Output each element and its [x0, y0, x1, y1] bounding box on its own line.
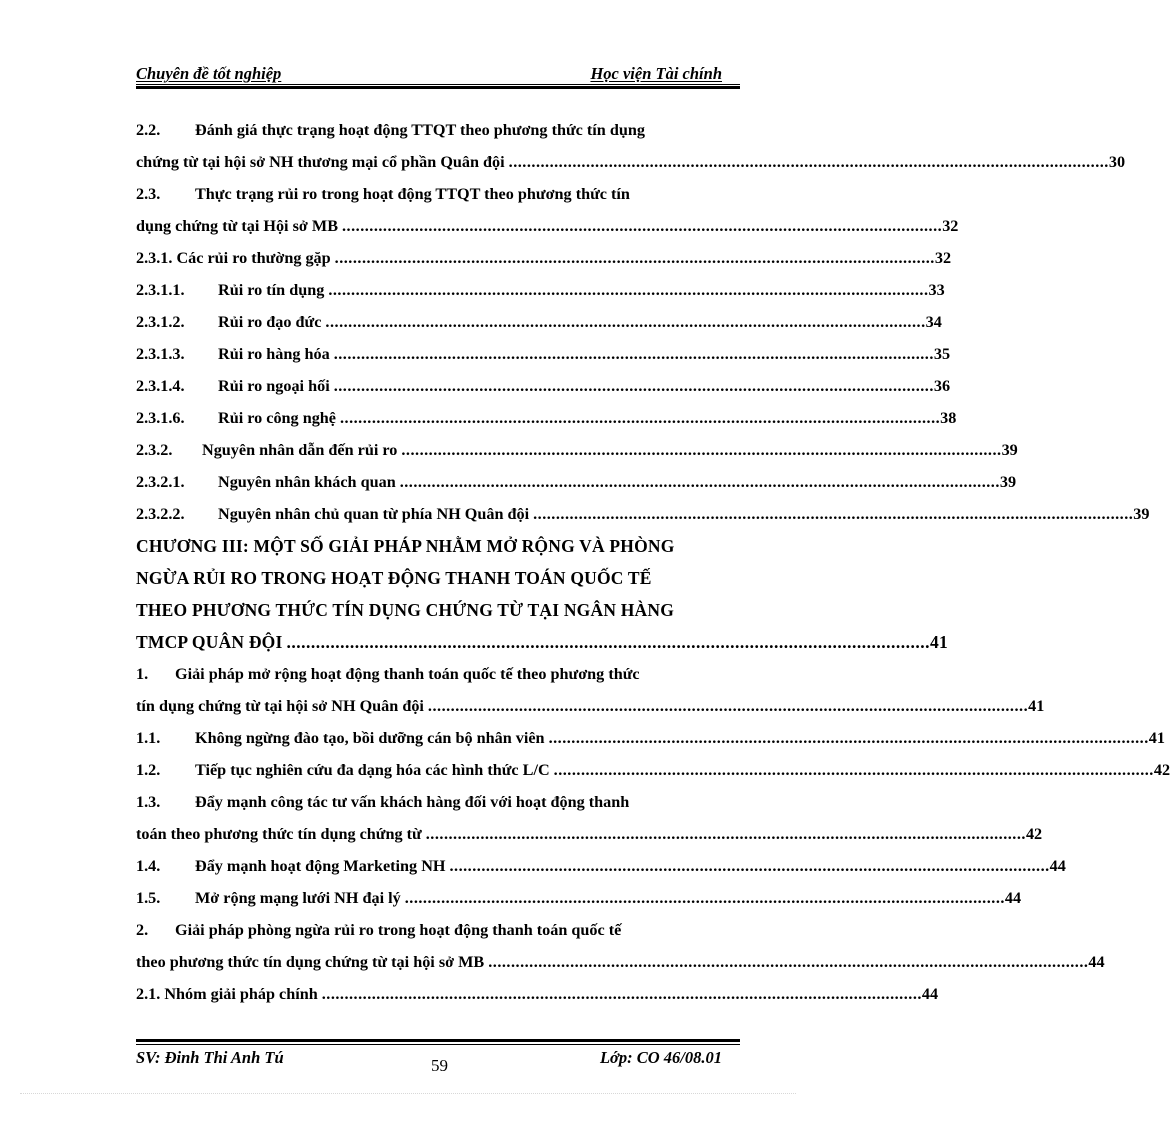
- footer-rule-thick: [136, 1039, 740, 1042]
- toc-leader: ....................................................................................................................................: [286, 632, 930, 652]
- toc-line[interactable]: [136, 882, 1022, 914]
- toc-number: 2.3.1.6.: [136, 409, 185, 427]
- toc-page-number: 41: [1148, 729, 1165, 747]
- toc-text: Thực trạng rủi ro trong hoạt động TTQT theo phương thức tín: [195, 185, 630, 203]
- toc-page-number: 39: [999, 473, 1017, 491]
- toc-leader: ....................................................................................................................................: [328, 281, 929, 299]
- toc-number: 2.2.: [136, 121, 161, 139]
- toc-line[interactable]: [136, 786, 742, 818]
- toc-number: 1.1.: [136, 729, 161, 747]
- toc-line[interactable]: [136, 946, 1105, 978]
- toc-text: Mở rộng mạng lưới NH đại lý: [195, 889, 401, 907]
- toc-line[interactable]: [136, 466, 1017, 498]
- toc-page-number: 42: [1025, 825, 1043, 843]
- toc-page-number: 33: [928, 281, 945, 299]
- toc-page-number: 42: [1153, 761, 1170, 779]
- toc-line[interactable]: [136, 434, 1018, 466]
- toc-text: NGỪA RỦI RO TRONG HOẠT ĐỘNG THANH TOÁN QUỐC TẾ: [136, 568, 652, 588]
- toc-line[interactable]: [136, 242, 952, 274]
- toc-chapter-line[interactable]: [136, 626, 948, 658]
- toc-text: Đẩy mạnh hoạt động Marketing NH: [195, 857, 446, 875]
- toc-text: THEO PHƯƠNG THỨC TÍN DỤNG CHỨNG TỪ TẠI NGÂN HÀNG: [136, 600, 675, 620]
- toc-leader: ....................................................................................................................................: [553, 761, 1154, 779]
- toc-leader: ....................................................................................................................................: [339, 409, 941, 427]
- toc-number: 2.: [136, 921, 149, 939]
- toc-page-number: 41: [1028, 697, 1045, 715]
- toc-line[interactable]: [136, 178, 742, 210]
- toc-text: toán theo phương thức tín dụng chứng từ: [136, 825, 422, 843]
- toc-line[interactable]: [136, 402, 957, 434]
- toc-page-number: 39: [1133, 505, 1150, 523]
- toc-leader: ....................................................................................................................................: [342, 217, 943, 235]
- toc-line[interactable]: [136, 498, 1150, 530]
- toc-leader: ....................................................................................................................................: [488, 953, 1089, 971]
- toc-text: Rủi ro đạo đức: [218, 313, 322, 331]
- toc-text: Giải pháp mở rộng hoạt động thanh toán quốc tế theo phương thức: [175, 665, 640, 683]
- toc-page-number: 38: [940, 409, 957, 427]
- toc-leader: ....................................................................................................................................: [508, 153, 1109, 171]
- toc-page-number: 32: [934, 249, 952, 267]
- toc-page-number: 41: [930, 632, 948, 652]
- toc-page-number: 35: [933, 345, 951, 363]
- toc-leader: ....................................................................................................................................: [333, 345, 934, 363]
- toc-line[interactable]: [136, 818, 1043, 850]
- toc-line[interactable]: [136, 914, 742, 946]
- toc-number: 2.3.2.: [136, 441, 173, 459]
- toc-number: 2.3.2.2.: [136, 505, 185, 523]
- toc-leader: ....................................................................................................................................: [401, 441, 1002, 459]
- footer-page-number: 59: [431, 1056, 448, 1075]
- toc-text: theo phương thức tín dụng chứng từ tại hội sở MB: [136, 953, 485, 971]
- toc-line[interactable]: [136, 146, 1126, 178]
- toc-text: TMCP QUÂN ĐỘI: [136, 632, 283, 652]
- toc-text: Đánh giá thực trạng hoạt động TTQT theo phương thức tín dụng: [195, 121, 645, 139]
- toc-line[interactable]: [136, 754, 1170, 786]
- toc-chapter-line[interactable]: [136, 562, 742, 594]
- toc-text: Rủi ro hàng hóa: [218, 345, 330, 363]
- toc-leader: ....................................................................................................................................: [533, 505, 1134, 523]
- toc-number: 2.3.1.1.: [136, 281, 185, 299]
- toc-chapter-line[interactable]: [136, 594, 742, 626]
- toc-line[interactable]: [136, 658, 742, 690]
- toc-number: 1.3.: [136, 793, 161, 811]
- toc-leader: ....................................................................................................................................: [399, 473, 1000, 491]
- toc-line[interactable]: [136, 978, 939, 1010]
- toc-leader: ....................................................................................................................................: [548, 729, 1149, 747]
- toc-page-number: 34: [925, 313, 942, 331]
- toc-page-number: 44: [1049, 857, 1066, 875]
- toc-text: Rủi ro tín dụng: [218, 281, 325, 299]
- toc-number: 1.4.: [136, 857, 161, 875]
- toc-line[interactable]: [136, 210, 959, 242]
- toc-number: 2.3.1.4.: [136, 377, 185, 395]
- toc-page-number: 44: [1088, 953, 1105, 971]
- toc-number: 2.3.1.2.: [136, 313, 185, 331]
- footer-class: Lớp: CO 46/08.01: [599, 1048, 722, 1067]
- toc-line[interactable]: [136, 850, 1066, 882]
- toc-leader: ....................................................................................................................................: [325, 313, 926, 331]
- toc-text: Nguyên nhân khách quan: [218, 473, 396, 491]
- toc-number: 1.2.: [136, 761, 161, 779]
- page-bottom-separator: [20, 1093, 796, 1094]
- toc-chapter-line[interactable]: [136, 530, 742, 562]
- footer-student-name: SV: Đinh Thi Anh Tú: [136, 1048, 284, 1067]
- toc-page-number: 32: [942, 217, 959, 235]
- toc-text: dụng chứng từ tại Hội sở MB: [136, 217, 338, 235]
- table-of-contents: [136, 114, 1170, 1010]
- toc-leader: ....................................................................................................................................: [321, 985, 922, 1003]
- toc-line[interactable]: [136, 722, 1165, 754]
- toc-page-number: 30: [1108, 153, 1126, 171]
- toc-text: Không ngừng đào tạo, bồi dưỡng cán bộ nhân viên: [195, 729, 545, 747]
- toc-leader: ....................................................................................................................................: [449, 857, 1050, 875]
- toc-page-number: 36: [933, 377, 951, 395]
- toc-page-number: 44: [921, 985, 939, 1003]
- toc-text: Rủi ro công nghệ: [218, 409, 336, 427]
- toc-line[interactable]: [136, 690, 1045, 722]
- toc-leader: ....................................................................................................................................: [333, 377, 934, 395]
- toc-line[interactable]: [136, 338, 951, 370]
- toc-text: CHƯƠNG III: MỘT SỐ GIẢI PHÁP NHẰM MỞ RỘNG VÀ PHÒNG: [136, 536, 675, 556]
- toc-leader: ....................................................................................................................................: [425, 825, 1026, 843]
- toc-text: Nguyên nhân dẫn đến rủi ro: [202, 441, 398, 459]
- toc-page-number: 44: [1004, 889, 1022, 907]
- toc-line[interactable]: [136, 370, 951, 402]
- toc-text: Tiếp tục nghiên cứu đa dạng hóa các hình thức L/C: [195, 761, 550, 779]
- header-rule-thick: [136, 86, 740, 89]
- toc-text: Nguyên nhân chủ quan từ phía NH Quân đội: [218, 505, 530, 523]
- toc-leader: ....................................................................................................................................: [334, 249, 935, 267]
- toc-number: 2.3.1.3.: [136, 345, 185, 363]
- toc-page-number: 39: [1001, 441, 1018, 459]
- toc-number: 1.: [136, 665, 149, 683]
- toc-text: 2.3.1. Các rủi ro thường gặp: [136, 249, 331, 267]
- header-left-title: Chuyên đề tốt nghiệp: [136, 64, 282, 83]
- page-header: [136, 64, 740, 84]
- toc-number: 2.3.: [136, 185, 161, 203]
- header-rule-thin: [136, 84, 740, 85]
- toc-text: Rủi ro ngoại hối: [218, 377, 330, 395]
- toc-text: chứng từ tại hội sở NH thương mại cổ phần Quân đội: [136, 153, 505, 171]
- header-right-title: Học viện Tài chính: [590, 64, 722, 83]
- toc-text: tín dụng chứng từ tại hội sở NH Quân đội: [136, 697, 424, 715]
- footer-rule-thin: [136, 1044, 740, 1045]
- toc-line[interactable]: [136, 274, 945, 306]
- toc-number: 1.5.: [136, 889, 161, 907]
- toc-leader: ....................................................................................................................................: [427, 697, 1029, 715]
- toc-text: 2.1. Nhóm giải pháp chính: [136, 985, 318, 1003]
- toc-text: Đẩy mạnh công tác tư vấn khách hàng đối với hoạt động thanh: [195, 793, 630, 811]
- toc-number: 2.3.2.1.: [136, 473, 185, 491]
- toc-line[interactable]: [136, 114, 742, 146]
- page-footer: [136, 1048, 740, 1078]
- toc-text: Giải pháp phòng ngừa rủi ro trong hoạt động thanh toán quốc tế: [175, 921, 622, 939]
- toc-leader: ....................................................................................................................................: [404, 889, 1005, 907]
- toc-line[interactable]: [136, 306, 942, 338]
